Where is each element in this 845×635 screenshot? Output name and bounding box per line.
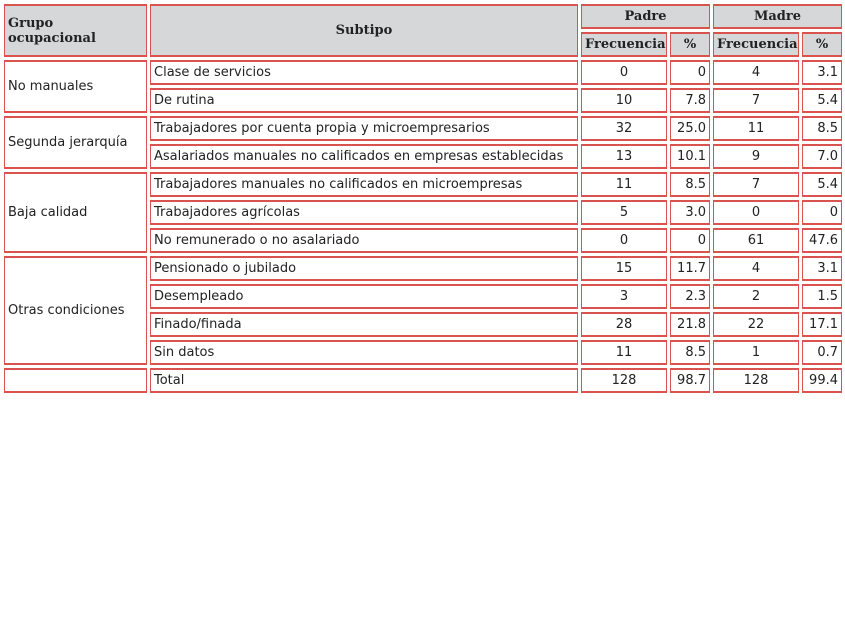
- father-pct-cell: 8.5: [670, 340, 710, 365]
- header-father-freq: Frecuencia: [581, 32, 667, 57]
- subtype-cell: Trabajadores por cuenta propia y microempresarios: [150, 116, 578, 141]
- father-pct-cell: 0: [670, 228, 710, 253]
- father-freq-cell: 11: [581, 340, 667, 365]
- mother-freq-cell: 11: [713, 116, 799, 141]
- mother-pct-cell: 5.4: [802, 172, 842, 197]
- mother-pct-cell: 0: [802, 200, 842, 225]
- father-pct-cell: 11.7: [670, 256, 710, 281]
- mother-freq-cell: 9: [713, 144, 799, 169]
- mother-freq-cell: 2: [713, 284, 799, 309]
- mother-pct-cell: 3.1: [802, 256, 842, 281]
- father-pct-cell: 25.0: [670, 116, 710, 141]
- father-freq-cell: 0: [581, 228, 667, 253]
- header-mother-freq: Frecuencia: [713, 32, 799, 57]
- mother-freq-cell: 1: [713, 340, 799, 365]
- table-row: [4, 172, 842, 197]
- father-freq-cell: 5: [581, 200, 667, 225]
- subtype-cell: Sin datos: [150, 340, 578, 365]
- father-pct-cell: 21.8: [670, 312, 710, 337]
- father-freq-cell: 15: [581, 256, 667, 281]
- subtype-cell: Clase de servicios: [150, 60, 578, 85]
- mother-freq-cell: 61: [713, 228, 799, 253]
- header-father: Padre: [581, 4, 710, 29]
- father-freq-cell: 0: [581, 60, 667, 85]
- father-freq-cell: 28: [581, 312, 667, 337]
- total-row: [4, 368, 842, 393]
- total-mother-freq: 128: [713, 368, 799, 393]
- mother-pct-cell: 47.6: [802, 228, 842, 253]
- mother-pct-cell: 8.5: [802, 116, 842, 141]
- header-group: Grupo ocupacional: [4, 4, 147, 57]
- total-father-freq: 128: [581, 368, 667, 393]
- total-label: Total: [150, 368, 578, 393]
- table-row: [4, 116, 842, 141]
- group-cell: Baja calidad: [4, 172, 147, 253]
- father-freq-cell: 32: [581, 116, 667, 141]
- total-mother-pct: 99.4: [802, 368, 842, 393]
- father-pct-cell: 2.3: [670, 284, 710, 309]
- subtype-cell: De rutina: [150, 88, 578, 113]
- mother-freq-cell: 22: [713, 312, 799, 337]
- subtype-cell: Trabajadores agrícolas: [150, 200, 578, 225]
- mother-pct-cell: 5.4: [802, 88, 842, 113]
- mother-pct-cell: 1.5: [802, 284, 842, 309]
- group-cell: Otras condiciones: [4, 256, 147, 365]
- father-freq-cell: 11: [581, 172, 667, 197]
- father-freq-cell: 3: [581, 284, 667, 309]
- father-freq-cell: 13: [581, 144, 667, 169]
- subtype-cell: Trabajadores manuales no calificados en microempresas: [150, 172, 578, 197]
- group-cell: Segunda jerarquía: [4, 116, 147, 169]
- subtype-cell: Finado/finada: [150, 312, 578, 337]
- table-row: [4, 60, 842, 85]
- header-father-pct: %: [670, 32, 710, 57]
- group-cell: No manuales: [4, 60, 147, 113]
- father-pct-cell: 0: [670, 60, 710, 85]
- subtype-cell: Asalariados manuales no calificados en empresas establecidas: [150, 144, 578, 169]
- father-pct-cell: 7.8: [670, 88, 710, 113]
- subtype-cell: No remunerado o no asalariado: [150, 228, 578, 253]
- father-pct-cell: 10.1: [670, 144, 710, 169]
- mother-freq-cell: 0: [713, 200, 799, 225]
- subtype-cell: Desempleado: [150, 284, 578, 309]
- mother-pct-cell: 7.0: [802, 144, 842, 169]
- father-freq-cell: 10: [581, 88, 667, 113]
- mother-freq-cell: 4: [713, 256, 799, 281]
- mother-pct-cell: 17.1: [802, 312, 842, 337]
- mother-pct-cell: 0.7: [802, 340, 842, 365]
- total-group-cell: [4, 368, 147, 393]
- mother-freq-cell: 4: [713, 60, 799, 85]
- father-pct-cell: 3.0: [670, 200, 710, 225]
- subtype-cell: Pensionado o jubilado: [150, 256, 578, 281]
- mother-freq-cell: 7: [713, 172, 799, 197]
- header-subtype: Subtipo: [150, 4, 578, 57]
- mother-freq-cell: 7: [713, 88, 799, 113]
- table-row: [4, 256, 842, 281]
- father-pct-cell: 8.5: [670, 172, 710, 197]
- mother-pct-cell: 3.1: [802, 60, 842, 85]
- occupational-table: [1, 1, 845, 396]
- header-mother-pct: %: [802, 32, 842, 57]
- header-mother: Madre: [713, 4, 842, 29]
- total-father-pct: 98.7: [670, 368, 710, 393]
